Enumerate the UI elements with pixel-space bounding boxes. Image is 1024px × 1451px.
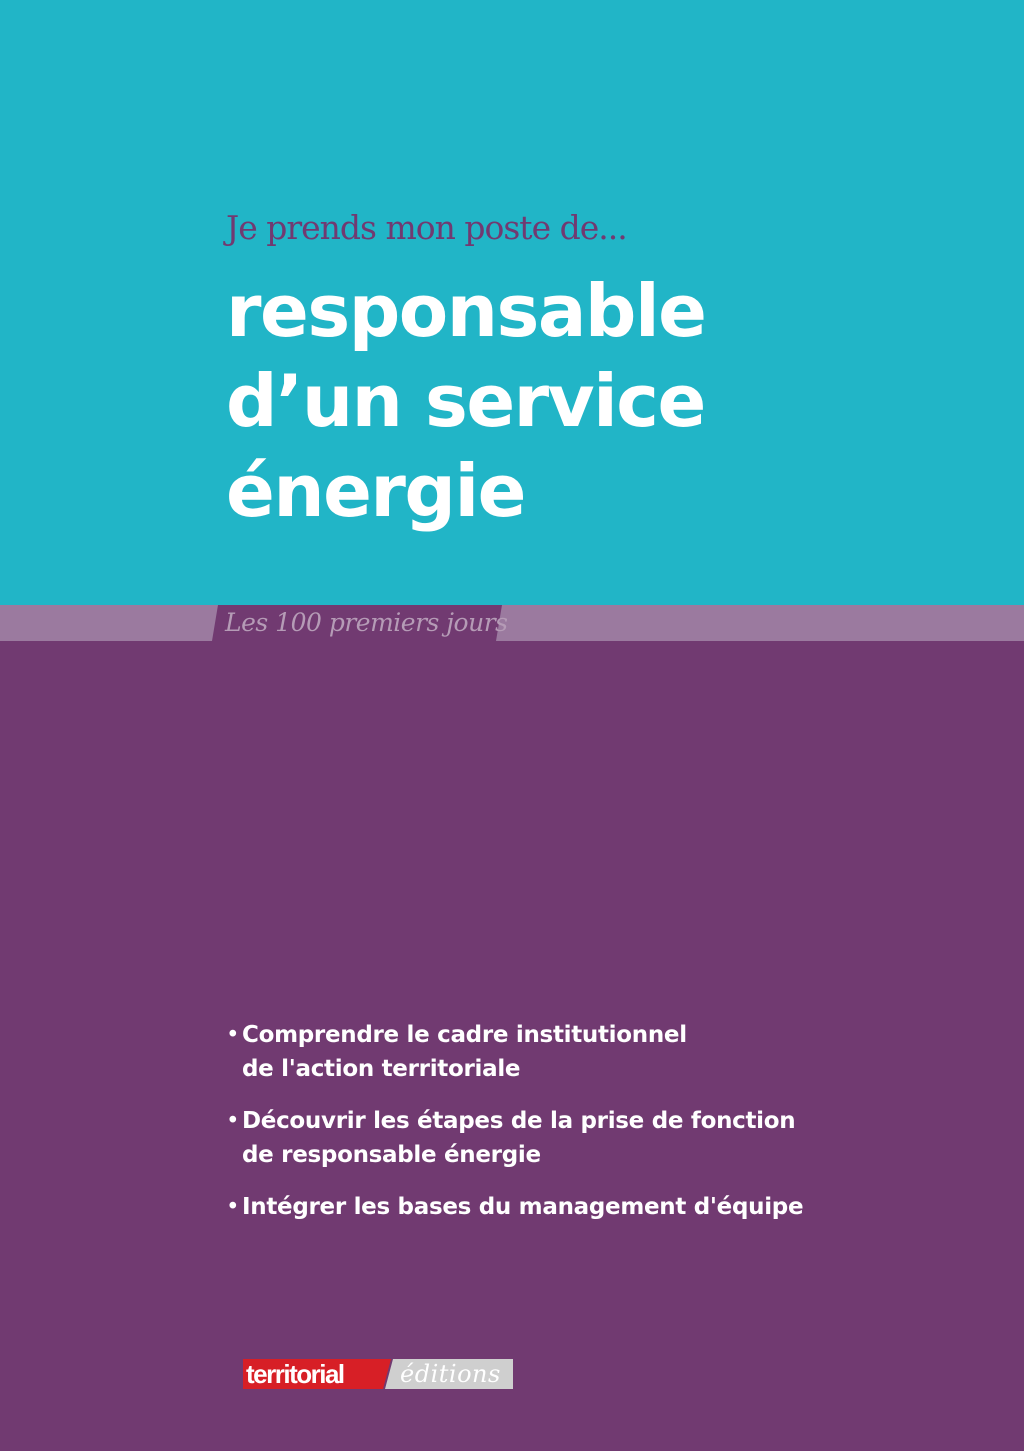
title-line-3: énergie bbox=[226, 449, 525, 533]
title-line-1: responsable bbox=[226, 269, 706, 353]
logo-imprint-text: éditions bbox=[400, 1360, 501, 1388]
book-title bbox=[226, 266, 946, 536]
key-point-line: de responsable énergie bbox=[242, 1142, 541, 1168]
key-points-list bbox=[228, 1018, 948, 1242]
publisher-logo bbox=[243, 1359, 513, 1389]
key-point-item bbox=[228, 1104, 948, 1172]
title-line-2: d’un service bbox=[226, 359, 705, 443]
collection-strip bbox=[0, 605, 1024, 641]
series-title: Je prends mon poste de... bbox=[226, 208, 627, 247]
key-point-line: de l'action territoriale bbox=[242, 1056, 521, 1082]
logo-brand-text: territorial bbox=[246, 1359, 344, 1389]
key-point-item bbox=[228, 1018, 948, 1086]
key-point-line: • Comprendre le cadre institutionnel bbox=[242, 1022, 687, 1048]
key-point-line: • Découvrir les étapes de la prise de fonction bbox=[242, 1108, 796, 1134]
key-point-line: • Intégrer les bases du management d'équipe bbox=[242, 1194, 804, 1220]
key-point-item bbox=[228, 1190, 948, 1224]
collection-name: Les 100 premiers jours bbox=[225, 608, 508, 637]
